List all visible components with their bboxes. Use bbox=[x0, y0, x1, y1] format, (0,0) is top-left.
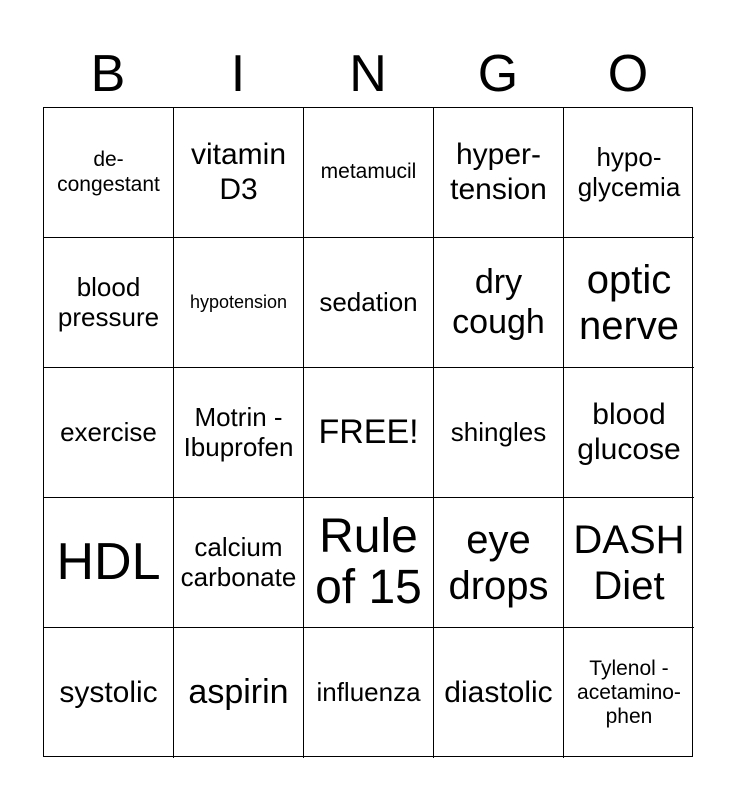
bingo-cell-r3-c5[interactable]: blood glucose bbox=[564, 368, 694, 498]
bingo-cell-r5-c5[interactable]: Tylenol - acetamino- phen bbox=[577, 656, 681, 729]
bingo-cell-r2-c2[interactable]: hypotension bbox=[174, 238, 304, 368]
bingo-cell-r1-c2[interactable]: vitamin D3 bbox=[174, 108, 304, 238]
bingo-cell-r1-c3[interactable]: metamucil bbox=[304, 108, 434, 238]
bingo-header bbox=[43, 40, 693, 108]
bingo-cell-r4-c4[interactable]: eye drops bbox=[434, 498, 564, 628]
bingo-cell-r5-c3[interactable]: influenza bbox=[304, 628, 434, 758]
bingo-cell-r1-c1[interactable]: de- congestant bbox=[44, 108, 174, 238]
bingo-cell-r4-c3[interactable]: Rule of 15 bbox=[304, 498, 434, 628]
header-letter-o: O bbox=[607, 45, 649, 103]
header-letter-b: B bbox=[90, 45, 126, 103]
bingo-board bbox=[43, 107, 693, 757]
bingo-cell-r2-c1[interactable]: blood pressure bbox=[44, 238, 174, 368]
bingo-cell-r5-c1[interactable]: systolic bbox=[44, 628, 174, 758]
bingo-cell-r5-c4[interactable]: diastolic bbox=[434, 628, 564, 758]
bingo-cell-r2-c4[interactable]: dry cough bbox=[434, 238, 564, 368]
bingo-cell-r3-c1[interactable]: exercise bbox=[44, 368, 174, 498]
bingo-cell-r4-c2[interactable]: calcium carbonate bbox=[174, 498, 304, 628]
bingo-cell-r2-c5[interactable]: optic nerve bbox=[564, 238, 694, 368]
header-letter-g: G bbox=[477, 45, 519, 103]
header-letter-i: I bbox=[230, 45, 246, 103]
bingo-cell-r1-c4[interactable]: hyper- tension bbox=[434, 108, 564, 238]
header-letter-n: N bbox=[349, 45, 387, 103]
bingo-cell-r5-c2[interactable]: aspirin bbox=[174, 628, 304, 758]
bingo-cell-r4-c1[interactable]: HDL bbox=[44, 498, 174, 628]
bingo-cell-r3-c4[interactable]: shingles bbox=[434, 368, 564, 498]
bingo-cell-r2-c3[interactable]: sedation bbox=[304, 238, 434, 368]
bingo-cell-r3-c2[interactable]: Motrin - Ibuprofen bbox=[174, 368, 304, 498]
bingo-cell-r4-c5[interactable]: DASH Diet bbox=[564, 498, 694, 628]
bingo-cell-r1-c5[interactable]: hypo- glycemia bbox=[564, 108, 694, 238]
bingo-cell-r3-c3[interactable]: FREE! bbox=[304, 368, 434, 498]
